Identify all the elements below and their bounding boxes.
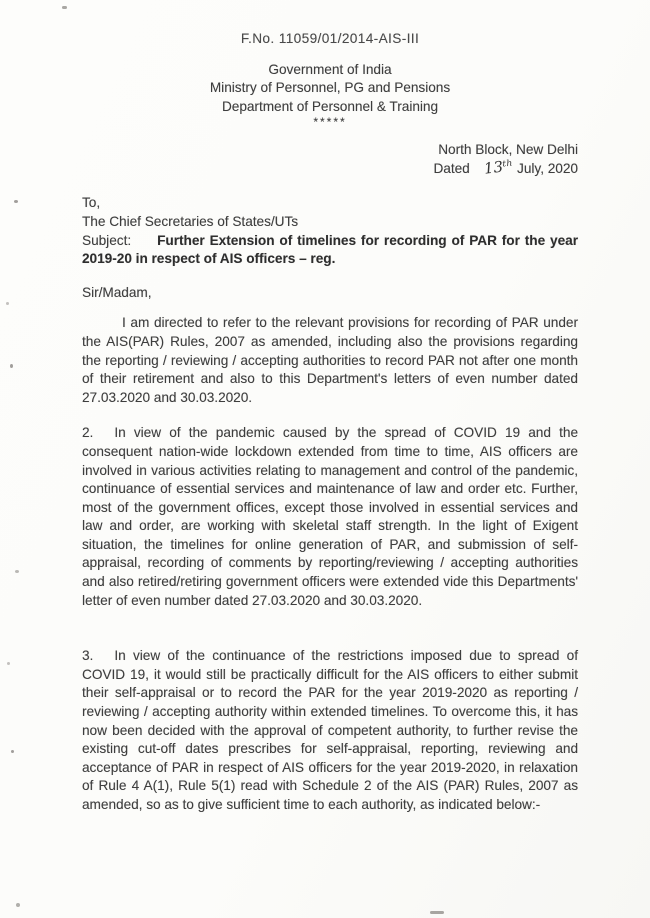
place-date-block [82,141,578,178]
scan-speck [62,6,67,9]
separator-stars: ***** [313,115,347,130]
date-label: Dated [433,161,470,177]
scan-speck [15,570,19,573]
to-label: To, [82,195,101,211]
paragraph-3-text: In view of the continuance of the restrictions imposed due to spread of COVID 19, it would still be practically difficult for the AIS officers to either submit their self-appraisal or to record the PAR for the year 2019-2020 as reporting / reviewing / accepting authority within extended timelines. To overcome this, it has now been decided with the approval of competent authority, to further revise the existing cut-off dates prescribes for self-appraisal, reporting, reviewing and acceptance of PAR in respect of AIS officers for the year 2019-2020, in relaxation of Rule 4 A(1), Rule 5(1) read with Schedule 2 of the AIS (PAR) Rules, 2007 as amended, so as to give sufficient time to each authority, as indicated below:- [82,648,578,812]
scan-speck [14,200,18,203]
salutation: Sir/Madam, [82,284,152,300]
file-number: F.No. 11059/01/2014-AIS-III [240,31,420,46]
date-month-year: July, 2020 [517,161,578,177]
scan-speck [11,750,14,753]
subject-line [82,232,578,269]
org-line-department: Department of Personnel & Training [221,98,439,114]
date-line [82,156,578,179]
paragraph-1: I am directed to refer to the relevant provisions for recording of PAR under the AIS(PAR) Rules, 2007 as amended, including also the provisions regarding the reporting / reviewing / accepting authorities to record PAR not after one month of their retirement and also to this Department's letters of even number dated 27.03.2020 and 30.03.2020. [82,315,578,405]
paragraph-3-number: 3. [82,648,94,664]
place-line: North Block, New Delhi [438,142,578,158]
scan-speck [7,662,10,665]
paragraph-2 [82,424,578,610]
scan-speck [430,911,444,914]
paragraph-2-text: In view of the pandemic caused by the spread of COVID 19 and the consequent nation-wide lockdown extended from time to time, AIS officers are involved in various activities relating to management and control of the pandemic, continuance of essential services and maintenance of law and order etc. Further, most of the government offices, except those involved in essential services and law and order, are working with skeletal staff strength. In the light of Exigent situation, the timelines for online generation of PAR, and submission of self-appraisal, recording of comments by reporting/reviewing / accepting authorities and also retired/retiring government officers were extended vide this Departments' letter of even number dated 27.03.2020 and 30.03.2020. [82,425,578,608]
org-line-government: Government of India [268,61,392,77]
scan-speck [16,903,20,907]
scan-speck [6,302,9,305]
org-line-ministry: Ministry of Personnel, PG and Pensions [209,80,451,96]
addressee: The Chief Secretaries of States/UTs [82,213,299,229]
subject-text: Further Extension of timelines for recording of PAR for the year 2019-20 in respect of AIS officers – reg. [82,232,578,267]
subject-label: Subject: [82,232,132,248]
paragraph-2-number: 2. [82,425,94,441]
handwritten-date: 13ᵗʰ [482,156,514,179]
paragraph-3 [82,647,578,814]
scan-speck [10,364,13,368]
letterhead [82,61,578,129]
